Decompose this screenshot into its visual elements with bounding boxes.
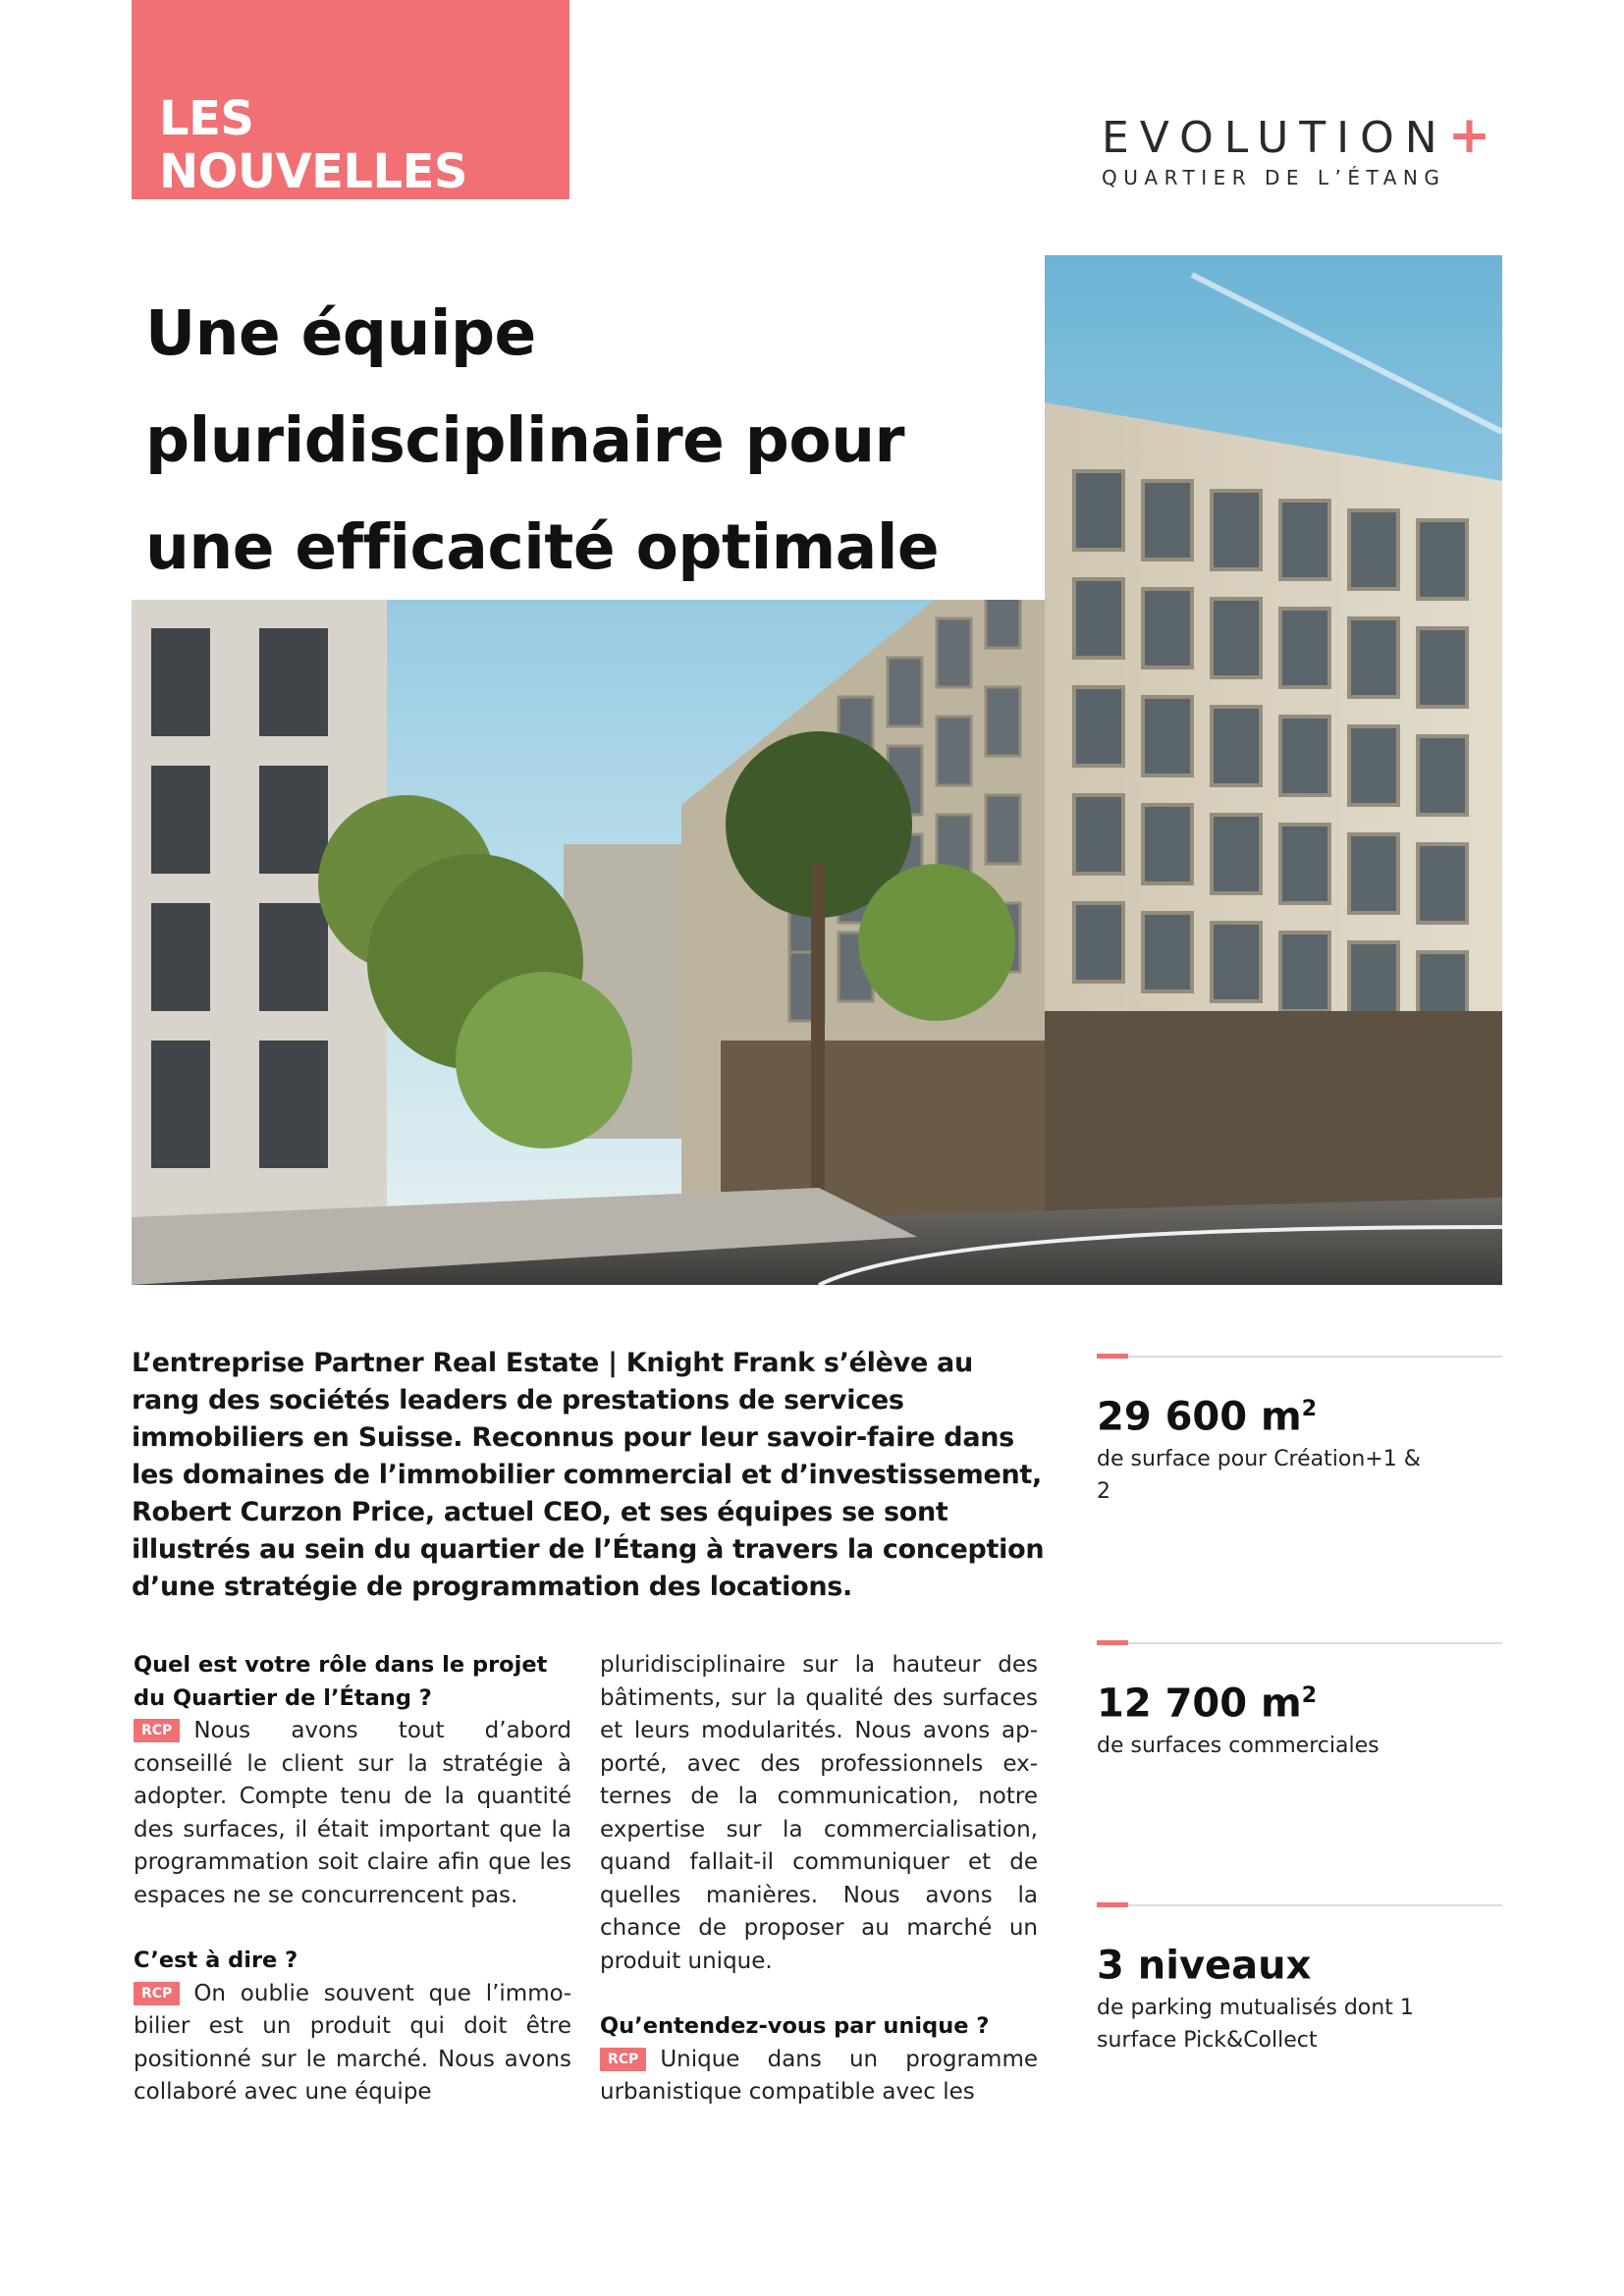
answer-1-text: Nous avons tout d’abord conseillé le client sur la stratégie à adopter. Compte tenu de la quantité des surfaces, il était important que la programmation soit claire afin que les espaces ne se concurrencent pas. — [134, 1718, 571, 1908]
section-tag — [132, 0, 569, 224]
lead-paragraph: L’entreprise Partner Real Estate | Knight Frank s’élève au rang des sociétés leaders de prestations de services immobiliers en Suisse. Reconnus pour leur savoir-faire dans les domaines de l’immobilier commercial et d’investissement, Robert Curzon Price, actuel CEO, et ses équipes se sont illustrés au sein du quartier de l’Étang à travers la conception d’une stratégie de programmation des locations. — [132, 1348, 1045, 1602]
rcp-badge: RCP — [600, 2048, 646, 2071]
stat-description: de parking mutualisés dont 1 surface Pick&Collect — [1097, 1996, 1414, 2054]
stat-accent-mark — [1097, 1902, 1128, 1907]
logo-plus-icon: + — [1447, 106, 1491, 165]
article-title: Une équipe pluridisciplinaire pour une efficacité optimale — [145, 297, 940, 583]
logo-subtitle: QUARTIER DE L’ÉTANG — [1102, 166, 1446, 189]
question-1: Quel est votre rôle dans le projet du Quartier de l’Étang ? — [134, 1652, 548, 1711]
stat-description: de surfaces commerciales — [1097, 1734, 1380, 1759]
answer-2 — [134, 1978, 571, 2109]
evolution-logo — [1102, 106, 1494, 189]
logo-wordmark: EVOLUTION+ — [1102, 106, 1491, 165]
interview-column-1 — [134, 1649, 571, 2109]
answer-2-text: On oublie souvent que l’immobilier est un produit qui doit être positionné sur le marché. Nous avons collaboré avec une équipe — [134, 1980, 571, 2105]
stat-description: de surface pour Création+1 & 2 — [1097, 1447, 1421, 1505]
interview-column-2 — [600, 1649, 1038, 2109]
answer-3-text: Unique dans un programme urbanistique compatible avec les — [600, 2046, 1038, 2105]
rcp-badge: RCP — [134, 1719, 180, 1742]
section-title: LES NOUVELLES — [159, 91, 467, 199]
answer-1 — [134, 1715, 571, 1912]
stat-value: 12 700 $m^2$ — [1097, 1681, 1318, 1727]
stat-commercial — [1097, 1642, 1502, 1762]
stat-parking — [1097, 1904, 1502, 2056]
rcp-badge: RCP — [134, 1982, 180, 2005]
stat-divider — [1097, 1356, 1502, 1358]
answer-3 — [600, 2044, 1038, 2109]
answer-2-continued: pluridisciplinaire sur la hauteur des bâtiments, sur la qualité des surfaces et leurs modularités. Nous avons apporté, avec des professionnels externes de la communication, notre expertise sur la commercialisation, quand fallait-il communiquer et de quelles manières. Nous avons la chance de proposer au marché un produit unique. — [600, 1652, 1038, 1974]
publication-date: 24.06.2020 — [159, 200, 284, 224]
question-2: C’est à dire ? — [134, 1948, 298, 1973]
stat-surface — [1097, 1356, 1502, 1508]
stat-value: 29 600 $m^2$ — [1097, 1394, 1318, 1440]
stat-divider — [1097, 1642, 1502, 1644]
stat-divider — [1097, 1904, 1502, 1906]
question-3: Qu’entendez-vous par unique ? — [600, 2013, 990, 2039]
stat-accent-mark — [1097, 1640, 1128, 1645]
stat-accent-mark — [1097, 1354, 1128, 1359]
stat-value: 3 niveaux — [1097, 1943, 1312, 1989]
